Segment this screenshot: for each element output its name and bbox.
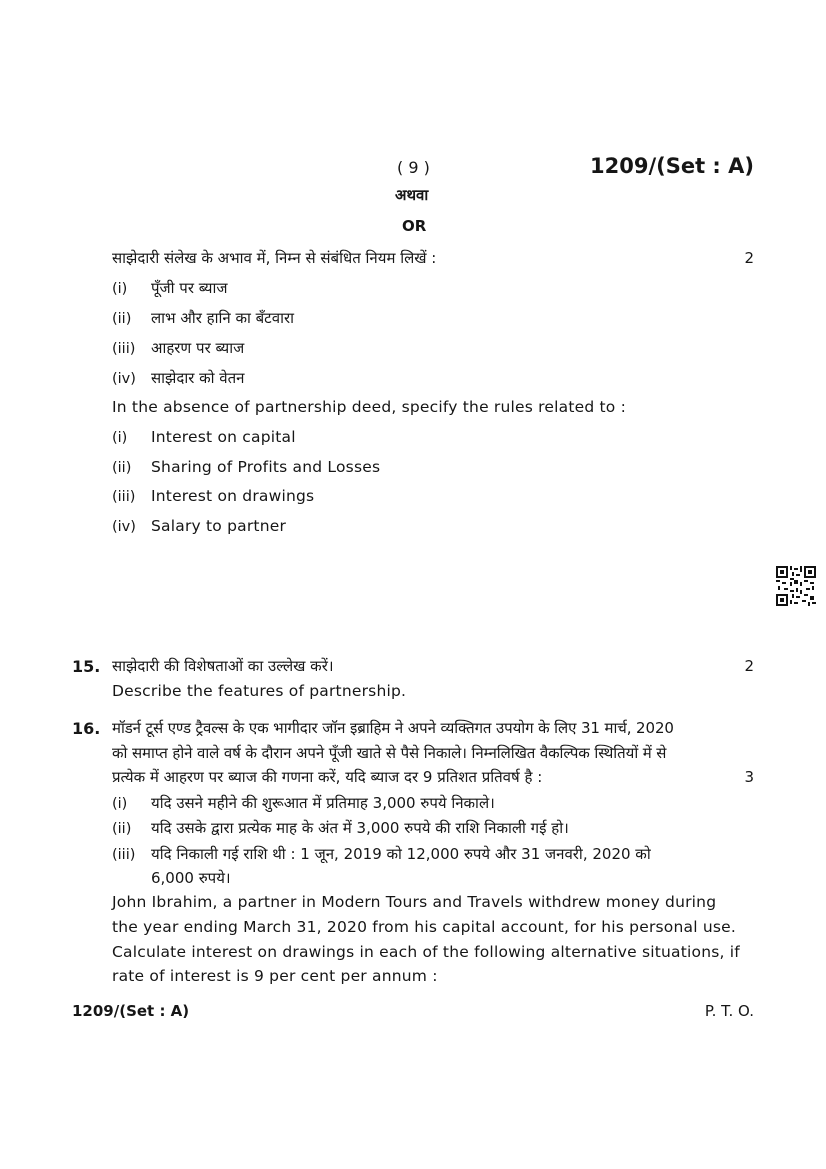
- q15-english: Describe the features of partnership.: [112, 682, 407, 700]
- list-item-continuation: 6,000 रुपये।: [151, 869, 231, 887]
- list-item-num: (iv): [112, 371, 136, 387]
- text-line: the year ending March 31, 2020 from his capital account, for his personal use.: [112, 918, 736, 936]
- list-item-num: (iii): [112, 847, 136, 863]
- q15-number: 15.: [72, 657, 101, 676]
- list-item: Interest on drawings: [151, 487, 315, 505]
- or-english: OR: [402, 217, 427, 235]
- list-item-num: (iii): [112, 341, 136, 357]
- pto-label: P. T. O.: [704, 1002, 754, 1020]
- list-item: यदि उसके द्वारा प्रत्येक माह के अंत में 3,000 रुपये की राशि निकाली गई हो।: [151, 819, 569, 837]
- list-item: यदि उसने महीने की शुरूआत में प्रतिमाह 3,000 रुपये निकाले।: [151, 794, 495, 812]
- text-line: John Ibrahim, a partner in Modern Tours and Travels withdrew money during: [112, 893, 717, 911]
- text-line: को समाप्त होने वाले वर्ष के दौरान अपने पूँजी खाते से पैसे निकाले। निम्नलिखित वैकल्पिक स्थितियों में से: [112, 744, 667, 762]
- list-item-num: (iii): [112, 489, 136, 505]
- list-item-num: (ii): [112, 311, 132, 327]
- list-item-num: (ii): [112, 821, 132, 837]
- list-item: यदि निकाली गई राशि थी : 1 जून, 2019 को 12,000 रुपये और 31 जनवरी, 2020 को: [151, 845, 651, 863]
- text-line: मॉडर्न टूर्स एण्ड ट्रैवल्स के एक भागीदार जॉन इब्राहिम ने अपने व्यक्तिगत उपयोग के लिए 31 मार्च, 2020: [112, 719, 674, 737]
- list-item-num: (i): [112, 796, 128, 812]
- list-item: पूँजी पर ब्याज: [151, 279, 228, 297]
- paper-code-footer: 1209/(Set : A): [72, 1002, 190, 1020]
- list-item: आहरण पर ब्याज: [151, 339, 245, 357]
- list-item: Salary to partner: [151, 517, 287, 535]
- q16-marks: 3: [744, 768, 754, 786]
- list-item-num: (i): [112, 281, 128, 297]
- list-item-num: (ii): [112, 460, 132, 476]
- q14-english-stem: In the absence of partnership deed, specify the rules related to :: [112, 398, 627, 416]
- q15-hindi: साझेदारी की विशेषताओं का उल्लेख करें।: [112, 657, 334, 675]
- list-item: लाभ और हानि का बँटवारा: [151, 309, 294, 327]
- q16-number: 16.: [72, 719, 101, 738]
- or-hindi: अथवा: [395, 186, 429, 204]
- list-item: साझेदार को वेतन: [151, 369, 245, 387]
- list-item: Sharing of Profits and Losses: [151, 458, 381, 476]
- text-line: प्रत्येक में आहरण पर ब्याज की गणना करें, यदि ब्याज दर 9 प्रतिशत प्रतिवर्ष है :: [112, 768, 543, 786]
- list-item-num: (i): [112, 430, 128, 446]
- qr-code-image: [776, 566, 816, 606]
- list-item: Interest on capital: [151, 428, 296, 446]
- q15-marks: 2: [744, 657, 754, 675]
- q14-marks: 2: [744, 249, 754, 267]
- text-line: rate of interest is 9 per cent per annum :: [112, 967, 438, 985]
- text-line: Calculate interest on drawings in each of the following alternative situations, if: [112, 943, 740, 961]
- q14-hindi-stem: साझेदारी संलेख के अभाव में, निम्न से संबंधित नियम लिखें :: [112, 249, 437, 267]
- list-item-num: (iv): [112, 519, 136, 535]
- page-number: ( 9 ): [397, 158, 430, 177]
- paper-code-header: 1209/(Set : A): [590, 154, 754, 178]
